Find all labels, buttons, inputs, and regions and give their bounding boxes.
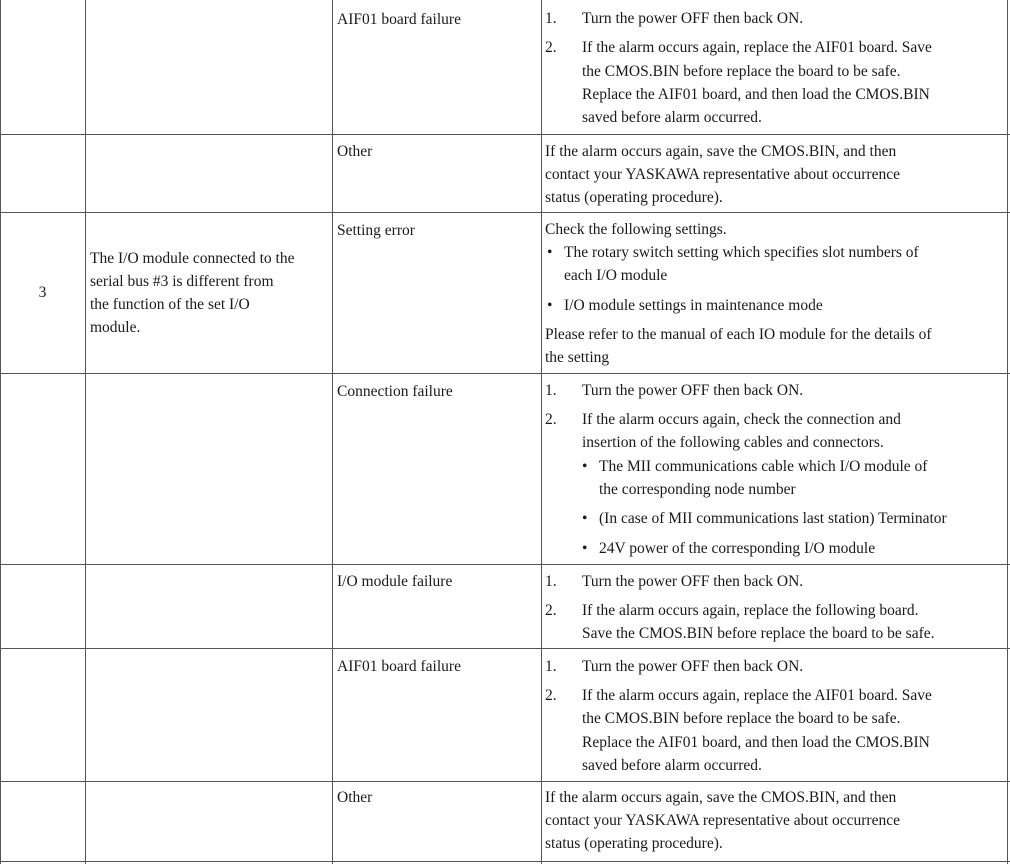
- column-divider-cause: [541, 0, 542, 864]
- remedy-text: the setting: [545, 349, 610, 366]
- description-text: The I/O module connected to the: [90, 250, 295, 267]
- step-text: If the alarm occurs again, replace the AIF01 board. Save: [582, 39, 932, 56]
- step-text: Save the CMOS.BIN before replace the board to be safe.: [582, 625, 935, 642]
- alarm-number: 3: [38, 284, 47, 301]
- row-divider: [0, 648, 1010, 649]
- step-text: Turn the power OFF then back ON.: [582, 573, 804, 590]
- remedy-text: Please refer to the manual of each IO module for the details of: [545, 326, 932, 343]
- column-divider-description: [332, 0, 333, 864]
- step-number: 2.: [545, 39, 557, 56]
- step-text: Turn the power OFF then back ON.: [582, 658, 804, 675]
- cause-cell: AIF01 board failure: [337, 658, 461, 675]
- row-divider: [0, 134, 1010, 135]
- bullet-icon: •: [547, 297, 553, 314]
- column-divider-no: [85, 0, 86, 864]
- step-text: Turn the power OFF then back ON.: [582, 10, 804, 27]
- step-number: 2.: [545, 687, 557, 704]
- step-text: the CMOS.BIN before replace the board to be safe.: [582, 710, 901, 727]
- bullet-text: I/O module settings in maintenance mode: [564, 297, 823, 314]
- bullet-text: The rotary switch setting which specifies slot numbers of: [564, 244, 919, 261]
- description-text: serial bus #3 is different from: [90, 273, 274, 290]
- step-number: 1.: [545, 10, 557, 27]
- bullet-icon: •: [547, 244, 553, 261]
- remedy-text: status (operating procedure).: [545, 835, 723, 852]
- cause-cell: Other: [337, 143, 373, 160]
- description-text: module.: [90, 319, 141, 336]
- step-text: saved before alarm occurred.: [582, 109, 762, 126]
- bullet-text: 24V power of the corresponding I/O module: [599, 540, 876, 557]
- row-divider: [0, 781, 1010, 782]
- step-text: saved before alarm occurred.: [582, 757, 762, 774]
- row-divider: [0, 564, 1010, 565]
- row-divider: [0, 212, 1010, 213]
- bullet-text: The MII communications cable which I/O module of: [599, 458, 928, 475]
- step-text: If the alarm occurs again, replace the AIF01 board. Save: [582, 687, 932, 704]
- step-text: Turn the power OFF then back ON.: [582, 382, 804, 399]
- table-border-left: [0, 0, 1, 864]
- step-number: 2.: [545, 411, 557, 428]
- step-text: the CMOS.BIN before replace the board to be safe.: [582, 63, 901, 80]
- cause-cell: Setting error: [337, 222, 415, 239]
- bullet-text: the corresponding node number: [599, 481, 796, 498]
- remedy-text: If the alarm occurs again, save the CMOS.BIN, and then: [545, 789, 897, 806]
- step-number: 1.: [545, 573, 557, 590]
- cause-cell: Other: [337, 789, 373, 806]
- step-text: If the alarm occurs again, check the connection and: [582, 411, 901, 428]
- remedy-text: contact your YASKAWA representative about occurrence: [545, 812, 900, 829]
- step-number: 1.: [545, 382, 557, 399]
- cause-cell: I/O module failure: [337, 573, 453, 590]
- table-border-right: [1007, 0, 1008, 864]
- bullet-icon: •: [582, 540, 588, 557]
- step-number: 2.: [545, 602, 557, 619]
- remedy-cell: [545, 786, 1005, 855]
- bullet-icon: •: [582, 458, 588, 475]
- bullet-text: each I/O module: [564, 267, 668, 284]
- bullet-text: (In case of MII communications last station) Terminator: [599, 510, 947, 527]
- row-divider: [0, 373, 1010, 374]
- cause-cell: AIF01 board failure: [337, 11, 461, 28]
- step-number: 1.: [545, 658, 557, 675]
- remedy-text: Check the following settings.: [545, 221, 727, 238]
- description-cell: [90, 247, 330, 339]
- row-divider: [0, 861, 1010, 862]
- remedy-cell: [545, 140, 1005, 209]
- remedy-text: If the alarm occurs again, save the CMOS.BIN, and then: [545, 143, 897, 160]
- cause-cell: Connection failure: [337, 383, 453, 400]
- step-text: Replace the AIF01 board, and then load the CMOS.BIN: [582, 86, 930, 103]
- bullet-icon: •: [582, 510, 588, 527]
- step-text: Replace the AIF01 board, and then load the CMOS.BIN: [582, 734, 930, 751]
- description-text: the function of the set I/O: [90, 296, 250, 313]
- step-text: insertion of the following cables and connectors.: [582, 434, 884, 451]
- remedy-text: status (operating procedure).: [545, 189, 723, 206]
- remedy-text: contact your YASKAWA representative about occurrence: [545, 166, 900, 183]
- step-text: If the alarm occurs again, replace the following board.: [582, 602, 919, 619]
